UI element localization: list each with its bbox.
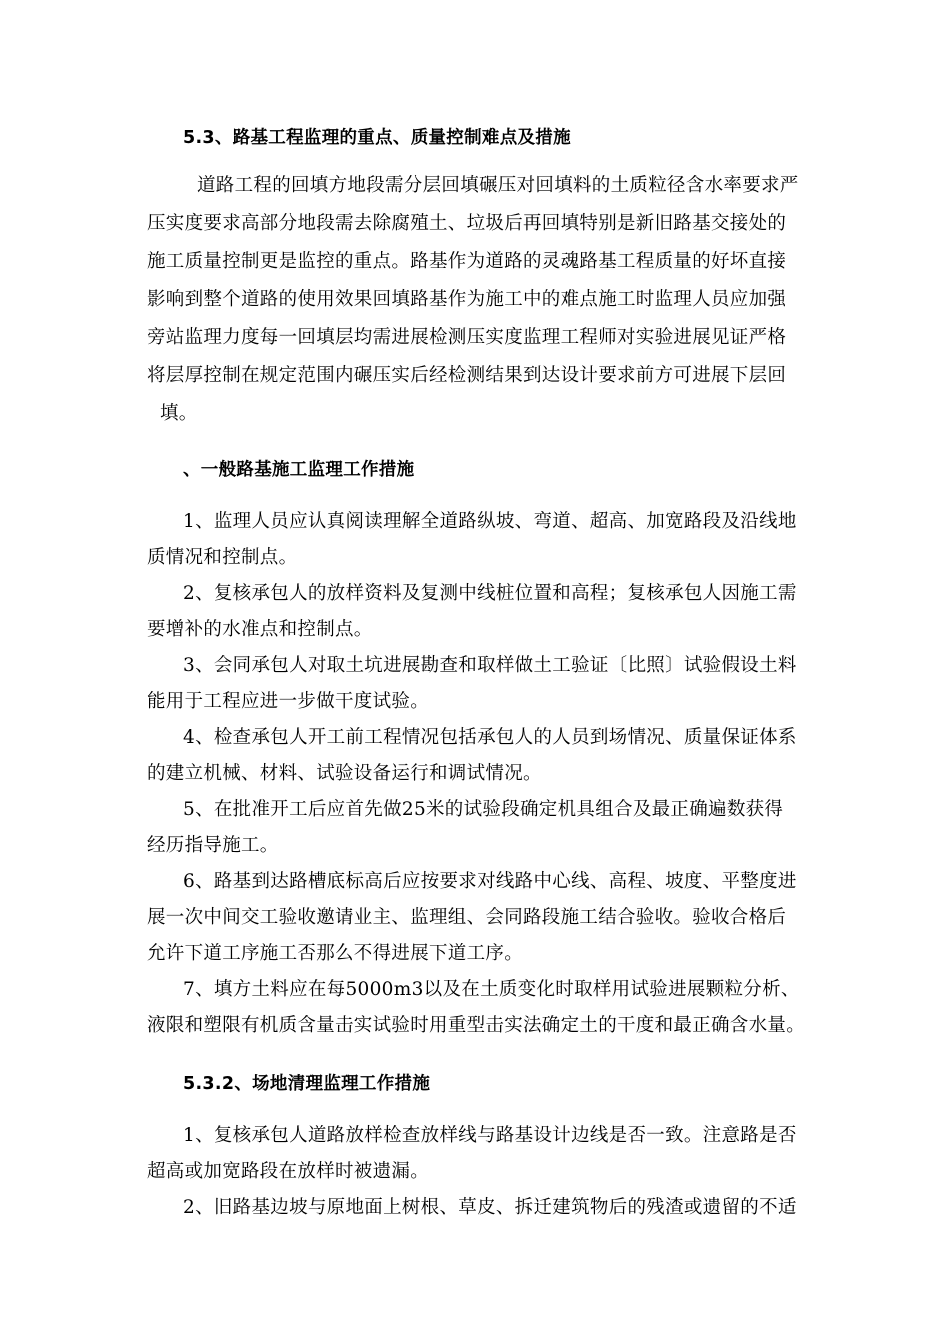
list-item-continuation: 经历指导施工。 — [147, 835, 279, 856]
list-item-continuation: 超高或加宽路段在放样时被遗漏。 — [147, 1161, 430, 1182]
list-item-continuation: 的建立机械、材料、试验设备运行和调试情况。 — [147, 763, 542, 784]
list-item-continuation: 要增补的水准点和控制点。 — [147, 619, 373, 640]
paragraph-line: 填。 — [160, 403, 198, 424]
list-item: 1、监理人员应认真阅读理解全道路纵坡、弯道、超高、加宽路段及沿线地 — [183, 511, 797, 532]
list-item: 2、旧路基边坡与原地面上树根、草皮、拆迁建筑物后的残渣或遗留的不适 — [183, 1197, 797, 1218]
section-heading: 5.3.2、场地清理监理工作措施 — [183, 1074, 431, 1094]
list-item-continuation: 能用于工程应进一步做干度试验。 — [147, 691, 430, 712]
paragraph-line: 旁站监理力度每一回填层均需进展检测压实度监理工程师对实验进展见证严格 — [147, 327, 787, 348]
paragraph-line: 将层厚控制在规定范围内碾压实后经检测结果到达设计要求前方可进展下层回 — [147, 365, 787, 386]
list-item: 4、检查承包人开工前工程情况包括承包人的人员到场情况、质量保证体系 — [183, 727, 797, 748]
paragraph-line: 施工质量控制更是监控的重点。路基作为道路的灵魂路基工程质量的好坏直接 — [147, 251, 787, 272]
list-item-continuation: 液限和塑限有机质含量击实试验时用重型击实法确定土的干度和最正确含水量。 — [147, 1015, 806, 1036]
list-item: 2、复核承包人的放样资料及复测中线桩位置和高程；复核承包人因施工需 — [183, 583, 797, 604]
section-heading: 5.3、路基工程监理的重点、质量控制难点及措施 — [183, 128, 571, 148]
list-item: 7、填方土料应在每5000m3以及在土质变化时取样用试验进展颗粒分析、 — [183, 979, 800, 1000]
list-item: 1、复核承包人道路放样检查放样线与路基设计边线是否一致。注意路是否 — [183, 1125, 797, 1146]
paragraph-line: 道路工程的回填方地段需分层回填碾压对回填料的土质粒径含水率要求严 — [197, 175, 799, 196]
paragraph-line: 压实度要求高部分地段需去除腐殖土、垃圾后再回填特别是新旧路基交接处的 — [147, 213, 787, 234]
list-item: 6、路基到达路槽底标高后应按要求对线路中心线、高程、坡度、平整度进 — [183, 871, 797, 892]
list-item: 5、在批准开工后应首先做25米的试验段确定机具组合及最正确遍数获得 — [183, 799, 784, 820]
section-heading: 、一般路基施工监理工作措施 — [183, 460, 415, 480]
list-item: 3、会同承包人对取土坑进展勘查和取样做土工验证〔比照〕试验假设土料 — [183, 655, 797, 676]
list-item-continuation: 展一次中间交工验收邀请业主、监理组、会同路段施工结合验收。验收合格后 — [147, 907, 787, 928]
paragraph-line: 影响到整个道路的使用效果回填路基作为施工中的难点施工时监理人员应加强 — [147, 289, 787, 310]
list-item-continuation: 质情况和控制点。 — [147, 547, 298, 568]
list-item-continuation: 允许下道工序施工否那么不得进展下道工序。 — [147, 943, 524, 964]
